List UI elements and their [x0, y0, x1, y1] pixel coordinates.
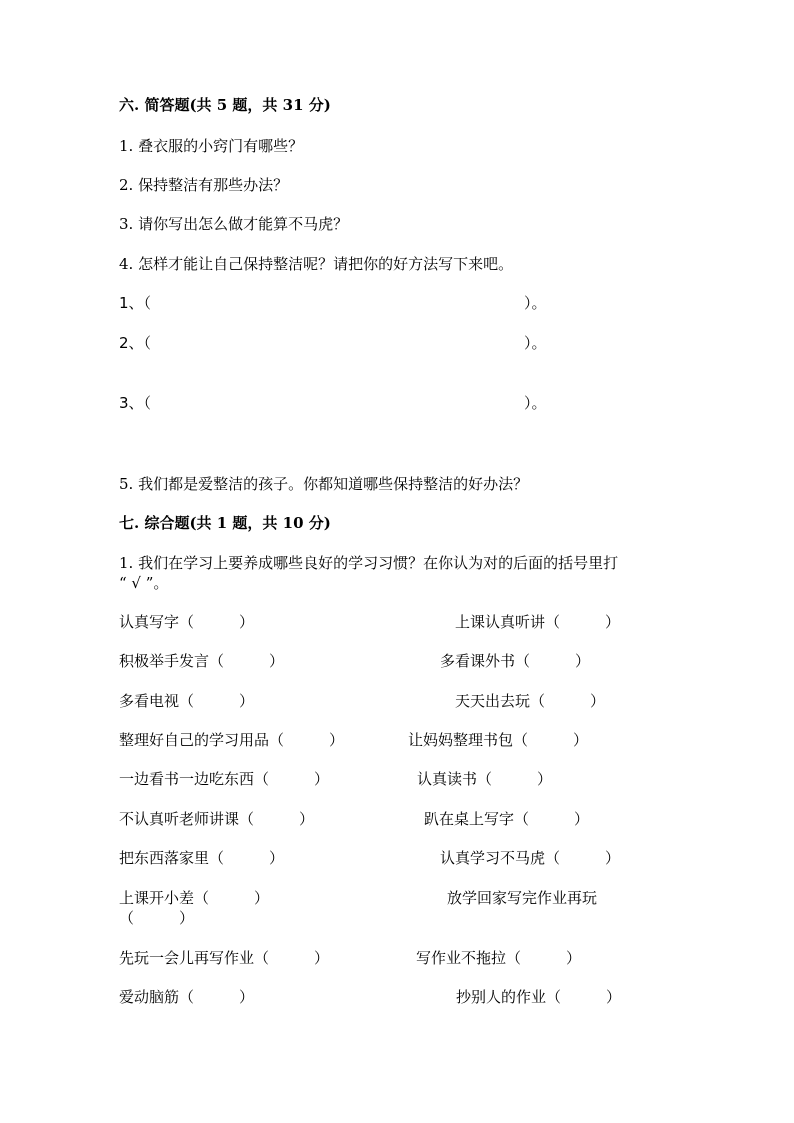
habit-item: 认真读书（ ）: [417, 770, 553, 788]
blank-3-close: ）。: [524, 394, 547, 412]
question-6-5: 5. 我们都是爱整洁的孩子。你都知道哪些保持整洁的好办法？: [119, 475, 529, 493]
blank-2-close: ）。: [524, 334, 547, 352]
question-7-1-line2: “ √ ”。: [119, 574, 169, 592]
habit-item: 写作业不拖拉（ ）: [416, 949, 582, 967]
habit-item: 不认真听老师讲课（ ）: [119, 810, 315, 828]
question-6-4: 4. 怎样才能让自己保持整洁呢？请把你的好方法写下来吧。: [119, 255, 514, 273]
habit-item: 多看课外书（ ）: [440, 652, 591, 670]
habit-item: 天天出去玩（ ）: [455, 692, 606, 710]
habit-item: 上课开小差（ ）: [119, 889, 270, 907]
question-6-3: 3. 请你写出怎么做才能算不马虎？: [119, 215, 349, 233]
habit-item: 抄别人的作业（ ）: [456, 988, 622, 1006]
question-6-2: 2. 保持整洁有那些办法？: [119, 176, 289, 194]
blank-3-label: 3、（: [119, 394, 152, 412]
habit-item: 上课认真听讲（ ）: [455, 613, 621, 631]
habit-item: 积极举手发言（ ）: [119, 652, 285, 670]
blank-1-close: ）。: [524, 294, 547, 312]
habit-item: 认真学习不马虎（ ）: [440, 849, 621, 867]
habit-item: 趴在桌上写字（ ）: [424, 810, 590, 828]
habit-item: 认真写字（ ）: [119, 613, 255, 631]
habit-item: 先玩一会儿再写作业（ ）: [119, 949, 330, 967]
blank-2-label: 2、（: [119, 334, 152, 352]
habit-item: 把东西落家里（ ）: [119, 849, 285, 867]
blank-1-label: 1、（: [119, 294, 152, 312]
habit-item: 放学回家写完作业再玩: [447, 889, 598, 907]
habit-item: 爱动脑筋（ ）: [119, 988, 255, 1006]
question-6-1: 1. 叠衣服的小窍门有哪些？: [119, 137, 304, 155]
habit-item: 整理好自己的学习用品（ ）: [119, 731, 345, 749]
habit-item: 多看电视（ ）: [119, 692, 255, 710]
question-7-1-line1: 1. 我们在学习上要养成哪些良好的学习习惯？在你认为对的后面的括号里打: [119, 554, 619, 572]
section-6-title: 六. 简答题(共 5 题，共 31 分): [119, 96, 331, 114]
section-7-title: 七. 综合题(共 1 题，共 10 分): [119, 514, 331, 532]
habit-item: 让妈妈整理书包（ ）: [408, 731, 589, 749]
habit-item: 一边看书一边吃东西（ ）: [119, 770, 330, 788]
habit-item-wrapped-paren: （ ）: [119, 909, 195, 927]
